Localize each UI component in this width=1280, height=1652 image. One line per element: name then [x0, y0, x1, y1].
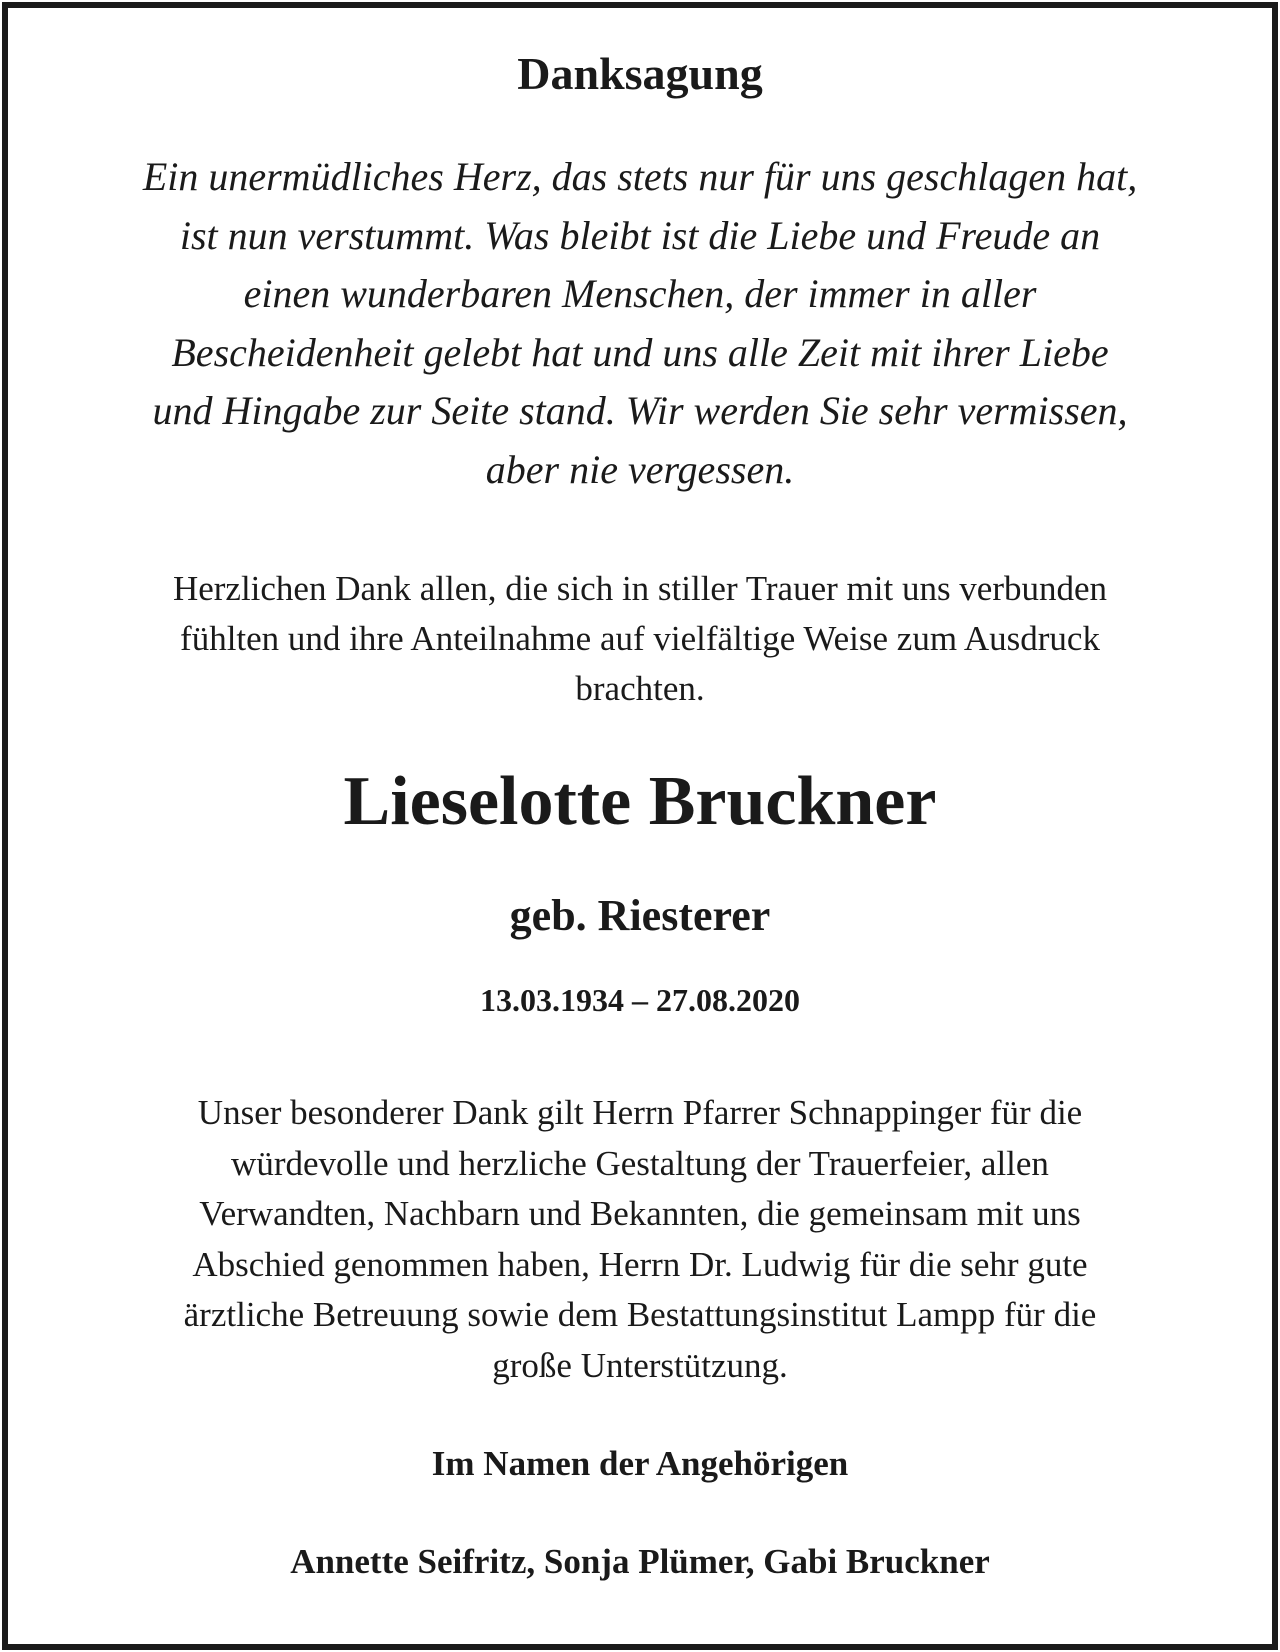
maiden-name: geb. Riesterer [509, 891, 771, 940]
on-behalf-line: Im Namen der Angehörigen [431, 1444, 849, 1483]
thanks-line: Herzlichen Dank allen, die sich in stiller Trauer mit uns verbunden [172, 569, 1108, 608]
thanks-line: brachten. [575, 669, 705, 708]
signers: Annette Seifritz, Sonja Plümer, Gabi Bruckner [290, 1542, 990, 1581]
thanks-line: fühlten und ihre Anteilnahme auf vielfältige Weise zum Ausdruck [180, 619, 1100, 658]
poem-line: einen wunderbaren Menschen, der immer in aller [243, 271, 1037, 316]
poem-line: aber nie vergessen. [485, 446, 795, 492]
poem-line: Bescheidenheit gelebt hat und uns alle Zeit mit ihrer Liebe [171, 329, 1109, 375]
deceased-name: Lieselotte Bruckner [343, 763, 937, 840]
special-thanks-line: Abschied genommen haben, Herrn Dr. Ludwig für die sehr gute [192, 1244, 1088, 1284]
memorial-poem [48, 148, 1232, 499]
poem-line: Ein unermüdliches Herz, das stets nur für uns geschlagen hat, [142, 154, 1138, 199]
special-thanks-line: große Unterstützung. [492, 1345, 788, 1385]
general-thanks [48, 564, 1232, 714]
poem-line: und Hingabe zur Seite stand. Wir werden Sie sehr vermissen, [152, 388, 1128, 433]
special-thanks [48, 1088, 1232, 1391]
notice-heading: Danksagung [517, 48, 763, 99]
special-thanks-line: ärztliche Betreuung sowie dem Bestattungsinstitut Lampp für die [183, 1295, 1097, 1334]
special-thanks-line: Verwandten, Nachbarn und Bekannten, die gemeinsam mit uns [199, 1194, 1081, 1233]
life-dates: 13.03.1934 – 27.08.2020 [480, 982, 800, 1018]
obituary-notice [2, 2, 1278, 1650]
special-thanks-line: Unser besonderer Dank gilt Herrn Pfarrer Schnappinger für die [197, 1093, 1083, 1132]
special-thanks-line: würdevolle und herzliche Gestaltung der Trauerfeier, allen [231, 1143, 1049, 1183]
poem-line: ist nun verstummt. Was bleibt ist die Liebe und Freude an [179, 212, 1101, 258]
